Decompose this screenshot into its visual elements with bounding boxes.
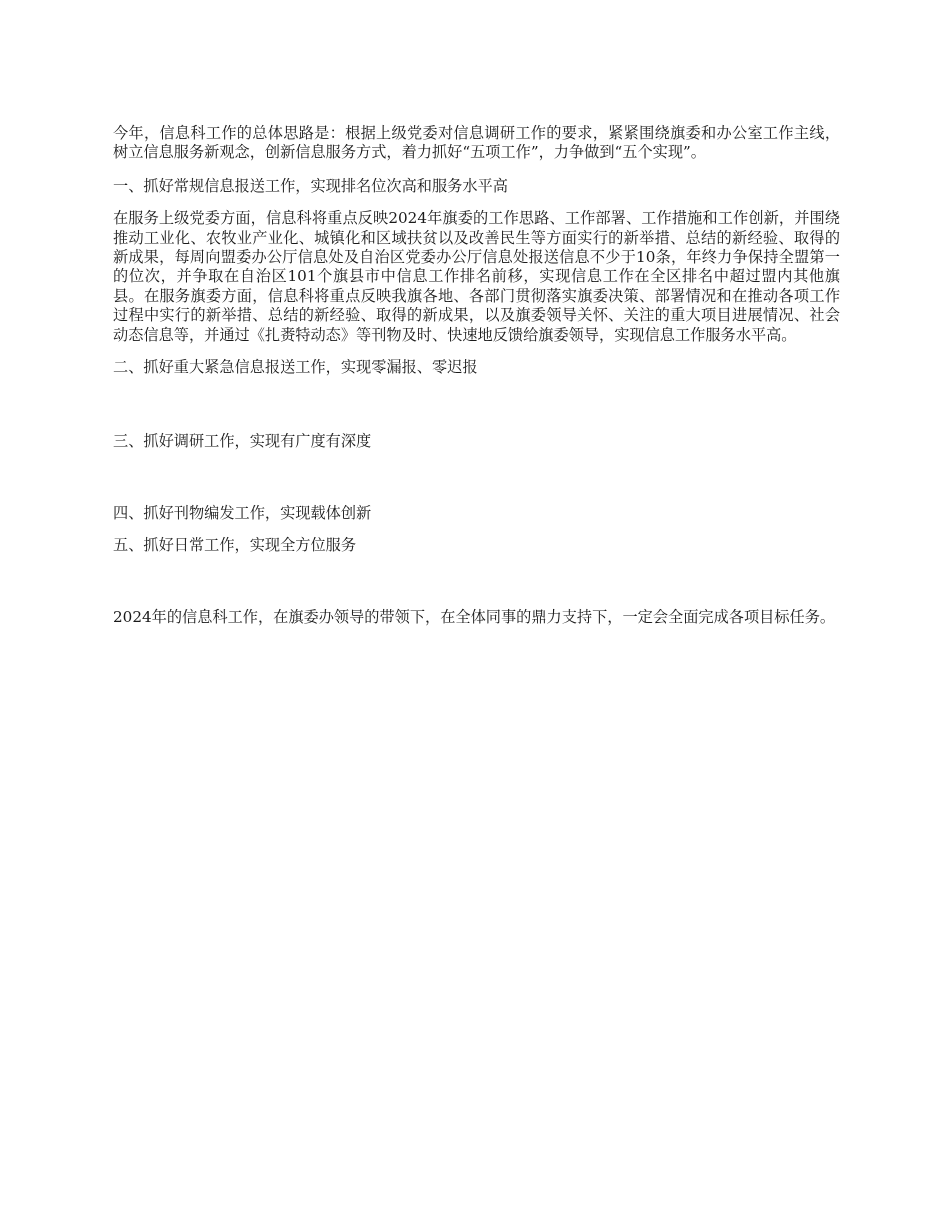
section-1-body: 在服务上级党委方面，信息科将重点反映2024年旗委的工作思路、工作部署、工作措施和工作创新，并围绕推动工业化、农牧业产业化、城镇化和区域扶贫以及改善民生等方面实行的新举措、总结的新经验、取得的新成果，每周向盟委办公厅信息处及自治区党委办公厅信息处报送信息不少于10条，年终力争保持全盟第一的位次，并争取在自治区101个旗县市中信息工作排名前移，实现信息工作在全区排名中超过盟内其他旗县。在服务旗委方面，信息科将重点反映我旗各地、各部门贯彻落实旗委决策、部署情况和在推动各项工作过程中实行的新举措、总结的新经验、取得的新成果，以及旗委领导关怀、关注的重大项目进展情况、社会动态信息等，并通过《扎赉特动态》等刊物及时、快速地反馈给旗委领导，实现信息工作服务水平高。 xyxy=(113,209,840,344)
closing-paragraph: 2024年的信息科工作，在旗委办领导的带领下，在全体同事的鼎力支持下，一定会全面完成各项目标任务。 xyxy=(113,607,836,626)
section-heading-5: 五、抓好日常工作，实现全方位服务 xyxy=(113,536,356,555)
section-heading-3: 三、抓好调研工作，实现有广度有深度 xyxy=(113,432,372,451)
section-heading-4: 四、抓好刊物编发工作，实现载体创新 xyxy=(113,503,372,522)
section-heading-1: 一、抓好常规信息报送工作，实现排名位次高和服务水平高 xyxy=(113,176,508,195)
intro-paragraph: 今年，信息科工作的总体思路是：根据上级党委对信息调研工作的要求，紧紧围绕旗委和办公室工作主线，树立信息服务新观念，创新信息服务方式，着力抓好“五项工作”，力争做到“五个实现”。 xyxy=(113,124,840,162)
section-heading-2: 二、抓好重大紧急信息报送工作，实现零漏报、零迟报 xyxy=(113,358,478,377)
document-page xyxy=(113,124,840,627)
